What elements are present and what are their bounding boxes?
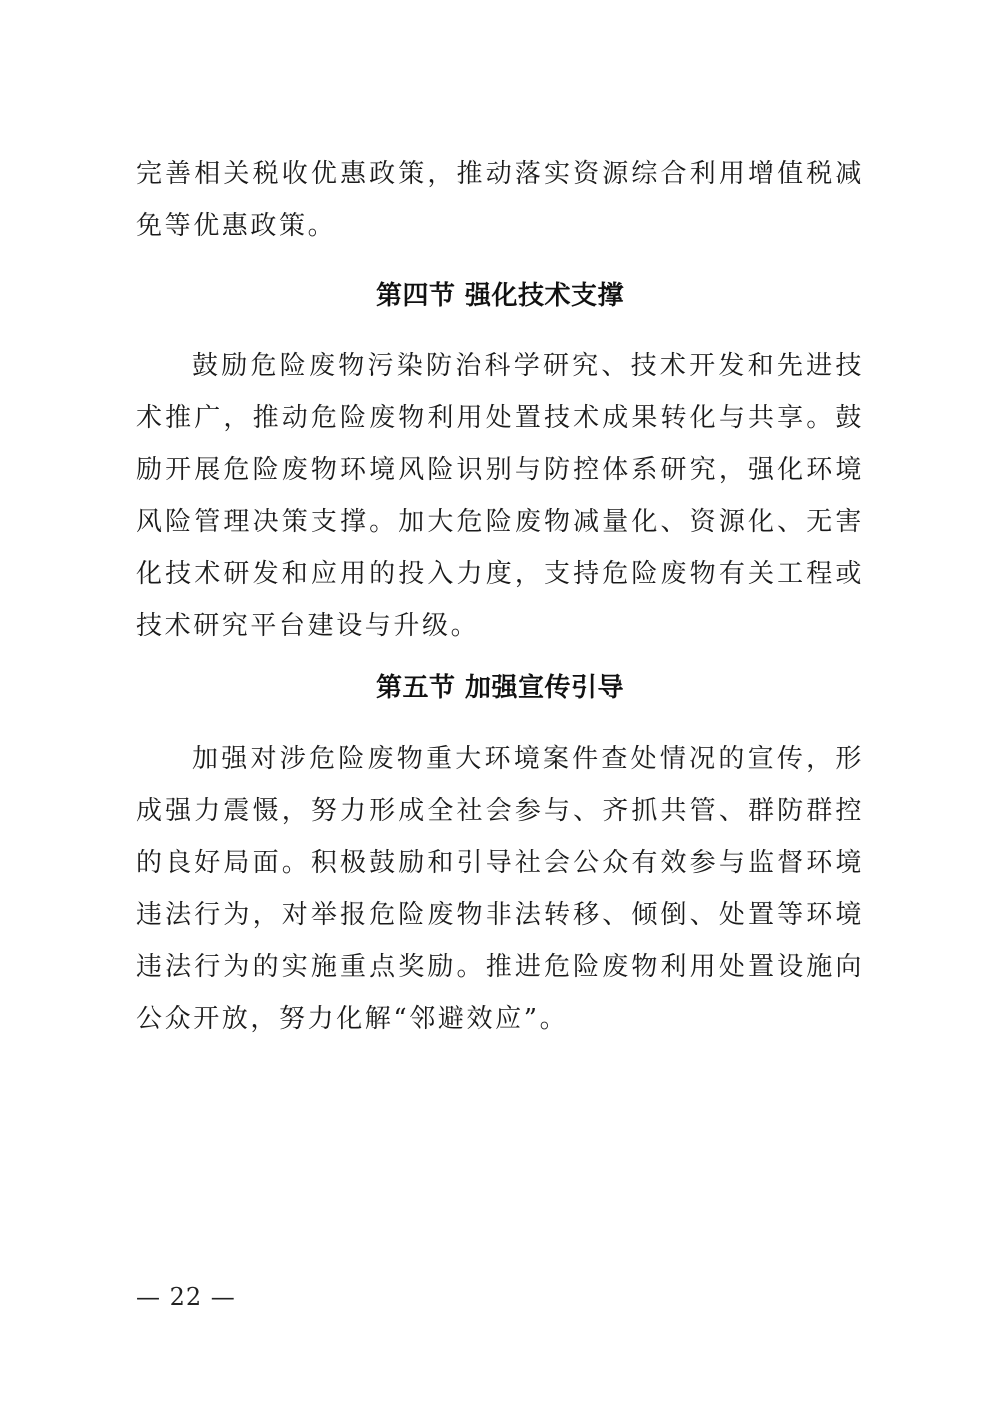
section-heading-tech-support: 第四节 强化技术支撑: [375, 281, 625, 311]
page-number: — 22 —: [136, 1283, 236, 1311]
paragraph-text: 完善相关税收优惠政策，推动落实资源综合利用增值税减免等优惠政策。: [136, 159, 864, 241]
paragraph-tech-support: [136, 340, 864, 652]
paragraph-text: 鼓励危险废物污染防治科学研究、技术开发和先进技术推广，推动危险废物利用处置技术成果转化与共享。鼓励开展危险废物环境风险识别与防控体系研究，强化环境风险管理决策支撑。加大危险废物减量化、资源化、无害化技术研发和应用的投入力度，支持危险废物有关工程或技术研究平台建设与升级。: [136, 351, 864, 641]
paragraph-publicity: [136, 733, 864, 1045]
paragraph-text: 加强对涉危险废物重大环境案件查处情况的宣传，形成强力震慑，努力形成全社会参与、齐抓共管、群防群控的良好局面。积极鼓励和引导社会公众有效参与监督环境违法行为，对举报危险废物非法转移、倾倒、处置等环境违法行为的实施重点奖励。推进危险废物利用处置设施向公众开放，努力化解“邻避效应”。: [136, 744, 864, 1034]
paragraph-tax-policy: [136, 148, 864, 252]
section-heading-publicity: 第五节 加强宣传引导: [375, 673, 625, 703]
